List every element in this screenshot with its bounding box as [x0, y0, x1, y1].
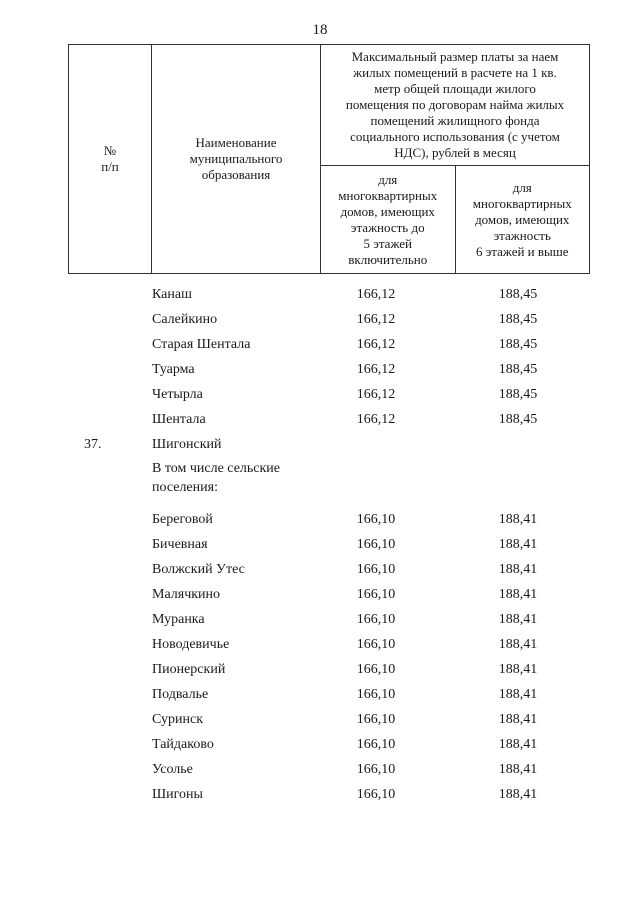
settlement-name: Туарма: [152, 361, 195, 377]
settlement-name: Береговой: [152, 511, 213, 527]
table-row: [68, 382, 590, 407]
table-header: [68, 44, 590, 274]
settlement-name: Старая Шентала: [152, 336, 251, 352]
settlement-name: Малячкино: [152, 586, 221, 602]
section-subtitle-row: [68, 457, 590, 507]
rent-up-to-5-floors: 166,10: [356, 661, 396, 677]
rent-up-to-5-floors: 166,12: [356, 311, 396, 327]
rent-6-floors-and-above: 188,45: [498, 361, 538, 377]
header-municipality-name: Наименование муниципального образования: [152, 45, 321, 274]
rent-6-floors-and-above: 188,41: [498, 536, 538, 552]
settlement-name: Муранка: [152, 611, 205, 627]
rent-6-floors-and-above: 188,45: [498, 336, 538, 352]
rent-up-to-5-floors: 166,10: [356, 636, 396, 652]
table-row: [68, 407, 590, 432]
rent-6-floors-and-above: 188,41: [498, 736, 538, 752]
settlement-name: Шентала: [152, 411, 206, 427]
rent-up-to-5-floors: 166,10: [356, 511, 396, 527]
rent-up-to-5-floors: 166,12: [356, 361, 396, 377]
settlement-name: Шигоны: [152, 786, 203, 802]
settlement-name: Волжский Утес: [152, 561, 245, 577]
rent-6-floors-and-above: 188,41: [498, 636, 538, 652]
rent-up-to-5-floors: 166,10: [356, 611, 396, 627]
rent-6-floors-and-above: 188,41: [498, 511, 538, 527]
rent-6-floors-and-above: 188,41: [498, 786, 538, 802]
rent-up-to-5-floors: 166,10: [356, 711, 396, 727]
table-row: [68, 507, 590, 532]
table-row: [68, 357, 590, 382]
section-number: 37.: [84, 436, 102, 452]
table-row: [68, 307, 590, 332]
settlement-name: Усолье: [152, 761, 193, 777]
header-6-floors-and-above: для многоквартирных домов, имеющих этажность 6 этажей и выше: [455, 166, 590, 274]
rent-up-to-5-floors: 166,10: [356, 686, 396, 702]
page-number: 18: [312, 22, 328, 38]
rent-up-to-5-floors: 166,12: [356, 411, 396, 427]
rent-6-floors-and-above: 188,41: [498, 561, 538, 577]
rent-6-floors-and-above: 188,45: [498, 286, 538, 302]
header-max-rent: Максимальный размер платы за наем жилых помещений в расчете на 1 кв. метр общей площади жилого помещения по договорам найма жилых помещений жилищного фонда социального использования (с учетом НДС), рублей в месяц: [321, 45, 590, 166]
table-row: [68, 282, 590, 307]
rows-bottom-group: [68, 507, 590, 807]
settlement-name: Бичевная: [152, 536, 208, 552]
rent-up-to-5-floors: 166,10: [356, 586, 396, 602]
settlement-name: Пионерский: [152, 661, 226, 677]
rent-6-floors-and-above: 188,41: [498, 711, 538, 727]
table-row: [68, 757, 590, 782]
table-body: [68, 282, 590, 807]
rent-up-to-5-floors: 166,10: [356, 786, 396, 802]
settlement-name: Тайдаково: [152, 736, 214, 752]
settlement-name: Подвалье: [152, 686, 209, 702]
rent-up-to-5-floors: 166,12: [356, 336, 396, 352]
rent-up-to-5-floors: 166,10: [356, 736, 396, 752]
settlement-name: Суринск: [152, 711, 203, 727]
table-row: [68, 732, 590, 757]
rent-6-floors-and-above: 188,41: [498, 761, 538, 777]
settlement-name: Канаш: [152, 286, 192, 302]
table-row: [68, 682, 590, 707]
table-row: [68, 657, 590, 682]
rent-6-floors-and-above: 188,41: [498, 586, 538, 602]
table-row: [68, 532, 590, 557]
rent-6-floors-and-above: 188,41: [498, 686, 538, 702]
table-row: [68, 707, 590, 732]
table-row: [68, 332, 590, 357]
table-row: [68, 557, 590, 582]
header-number: № п/п: [69, 45, 152, 274]
rent-6-floors-and-above: 188,41: [498, 661, 538, 677]
rent-up-to-5-floors: 166,10: [356, 561, 396, 577]
settlement-name: Четырла: [152, 386, 203, 402]
header-up-to-5-floors: для многоквартирных домов, имеющих этажность до 5 этажей включительно: [321, 166, 456, 274]
rows-top-group: [68, 282, 590, 432]
rent-6-floors-and-above: 188,45: [498, 311, 538, 327]
table-row: [68, 782, 590, 807]
table-row: [68, 632, 590, 657]
rent-up-to-5-floors: 166,12: [356, 286, 396, 302]
rent-up-to-5-floors: 166,10: [356, 536, 396, 552]
section-subtitle: В том числе сельские поселения:: [152, 461, 281, 495]
rent-6-floors-and-above: 188,41: [498, 611, 538, 627]
rent-6-floors-and-above: 188,45: [498, 411, 538, 427]
table-row: [68, 607, 590, 632]
section-row: [68, 432, 590, 457]
rent-up-to-5-floors: 166,10: [356, 761, 396, 777]
settlement-name: Салейкино: [152, 311, 218, 327]
section-name: Шигонский: [152, 436, 222, 452]
table-row: [68, 582, 590, 607]
rent-6-floors-and-above: 188,45: [498, 386, 538, 402]
settlement-name: Новодевичье: [152, 636, 230, 652]
rent-up-to-5-floors: 166,12: [356, 386, 396, 402]
